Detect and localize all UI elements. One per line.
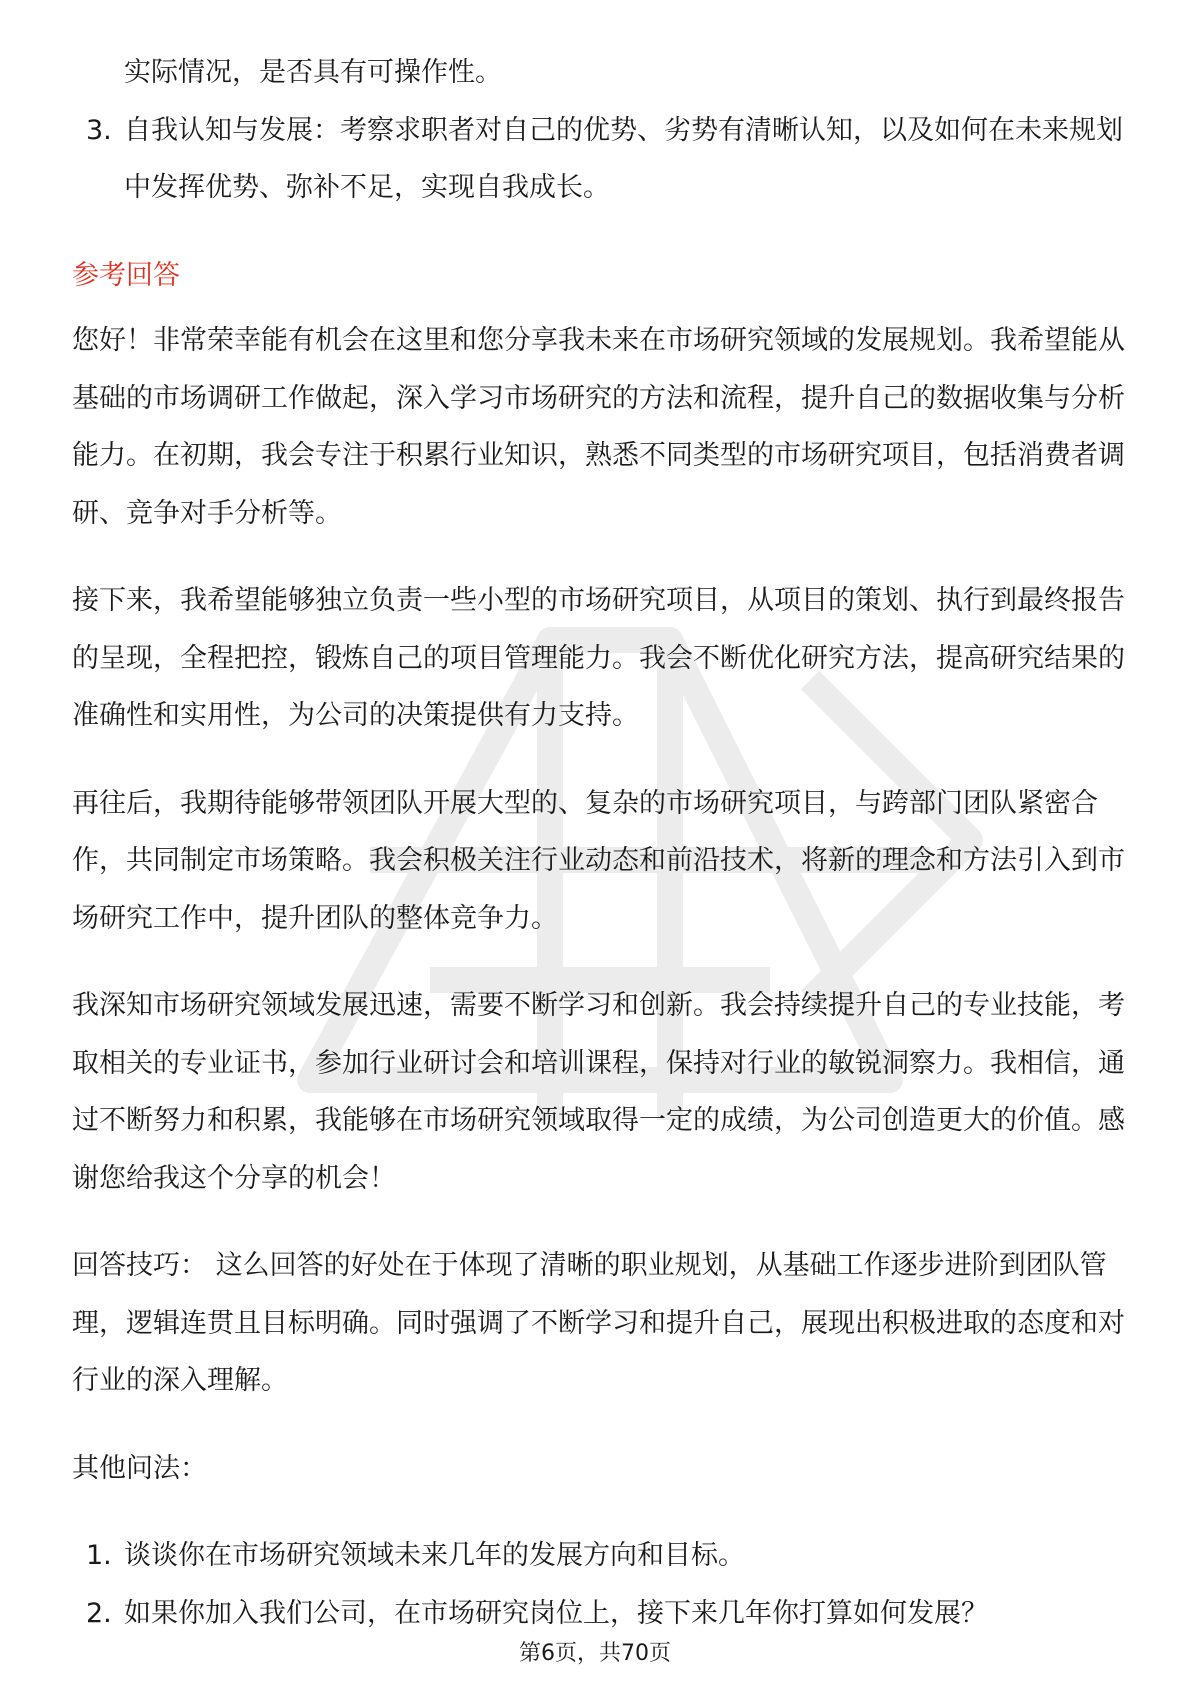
list-item-text: 如果你加入我们公司，在市场研究岗位上，接下来几年你打算如何发展？ xyxy=(124,1597,988,1629)
main-content xyxy=(72,44,1132,1642)
answer-paragraph-4: 我深知市场研究领域发展迅速，需要不断学习和创新。我会持续提升自己的专业技能，考取相关的专业证书，参加行业研讨会和培训课程，保持对行业的敏锐洞察力。我相信，通过不断努力和积累，我能够在市场研究领域取得一定的成绩，为公司创造更大的价值。感谢您给我这个分享的机会！ xyxy=(72,990,1125,1194)
page-footer: 第6页，共70页 xyxy=(519,1641,671,1666)
list-item-text: 谈谈你在市场研究领域未来几年的发展方向和目标。 xyxy=(124,1540,745,1571)
list-item-text: 自我认知与发展：考察求职者对自己的优势、劣势有清晰认知，以及如何在未来规划中发挥优势、弥补不足，实现自我成长。 xyxy=(124,114,1123,203)
answer-tips-paragraph: 回答技巧： 这么回答的好处在于体现了清晰的职业规划，从基础工作逐步进阶到团队管理，逻辑连贯且目标明确。同时强调了不断学习和提升自己，展现出积极进取的态度和对行业的深入理解。 xyxy=(72,1250,1125,1396)
answer-paragraph-2: 接下来，我希望能够独立负责一些小型的市场研究项目，从项目的策划、执行到最终报告的呈现，全程把控，锻炼自己的项目管理能力。我会不断优化研究方法，提高研究结果的准确性和实用性，为公司的决策提供有力支持。 xyxy=(72,585,1125,731)
other-questions-label: 其他问法： xyxy=(72,1452,207,1484)
other-question-item xyxy=(72,1585,1132,1643)
other-question-item xyxy=(72,1527,1132,1585)
list-item-number: 3. xyxy=(86,114,112,146)
section-title: 参考回答 xyxy=(72,259,180,291)
list-item-number: 1. xyxy=(86,1540,112,1571)
list-item-continuation: 实际情况，是否具有可操作性。 xyxy=(124,57,502,88)
list-item xyxy=(72,102,1132,217)
answer-paragraph-3: 再往后，我期待能够带领团队开展大型的、复杂的市场研究项目，与跨部门团队紧密合作，共同制定市场策略。我会积极关注行业动态和前沿技术，将新的理念和方法引入到市场研究工作中，提升团队的整体竞争力。 xyxy=(72,787,1125,934)
answer-paragraph-1: 您好！非常荣幸能有机会在这里和您分享我未来在市场研究领域的发展规划。我希望能从基础的市场调研工作做起，深入学习市场研究的方法和流程，提升自己的数据收集与分析能力。在初期，我会专注于积累行业知识，熟悉不同类型的市场研究项目，包括消费者调研、竞争对手分析等。 xyxy=(72,325,1125,529)
list-item-number: 2. xyxy=(86,1597,112,1629)
